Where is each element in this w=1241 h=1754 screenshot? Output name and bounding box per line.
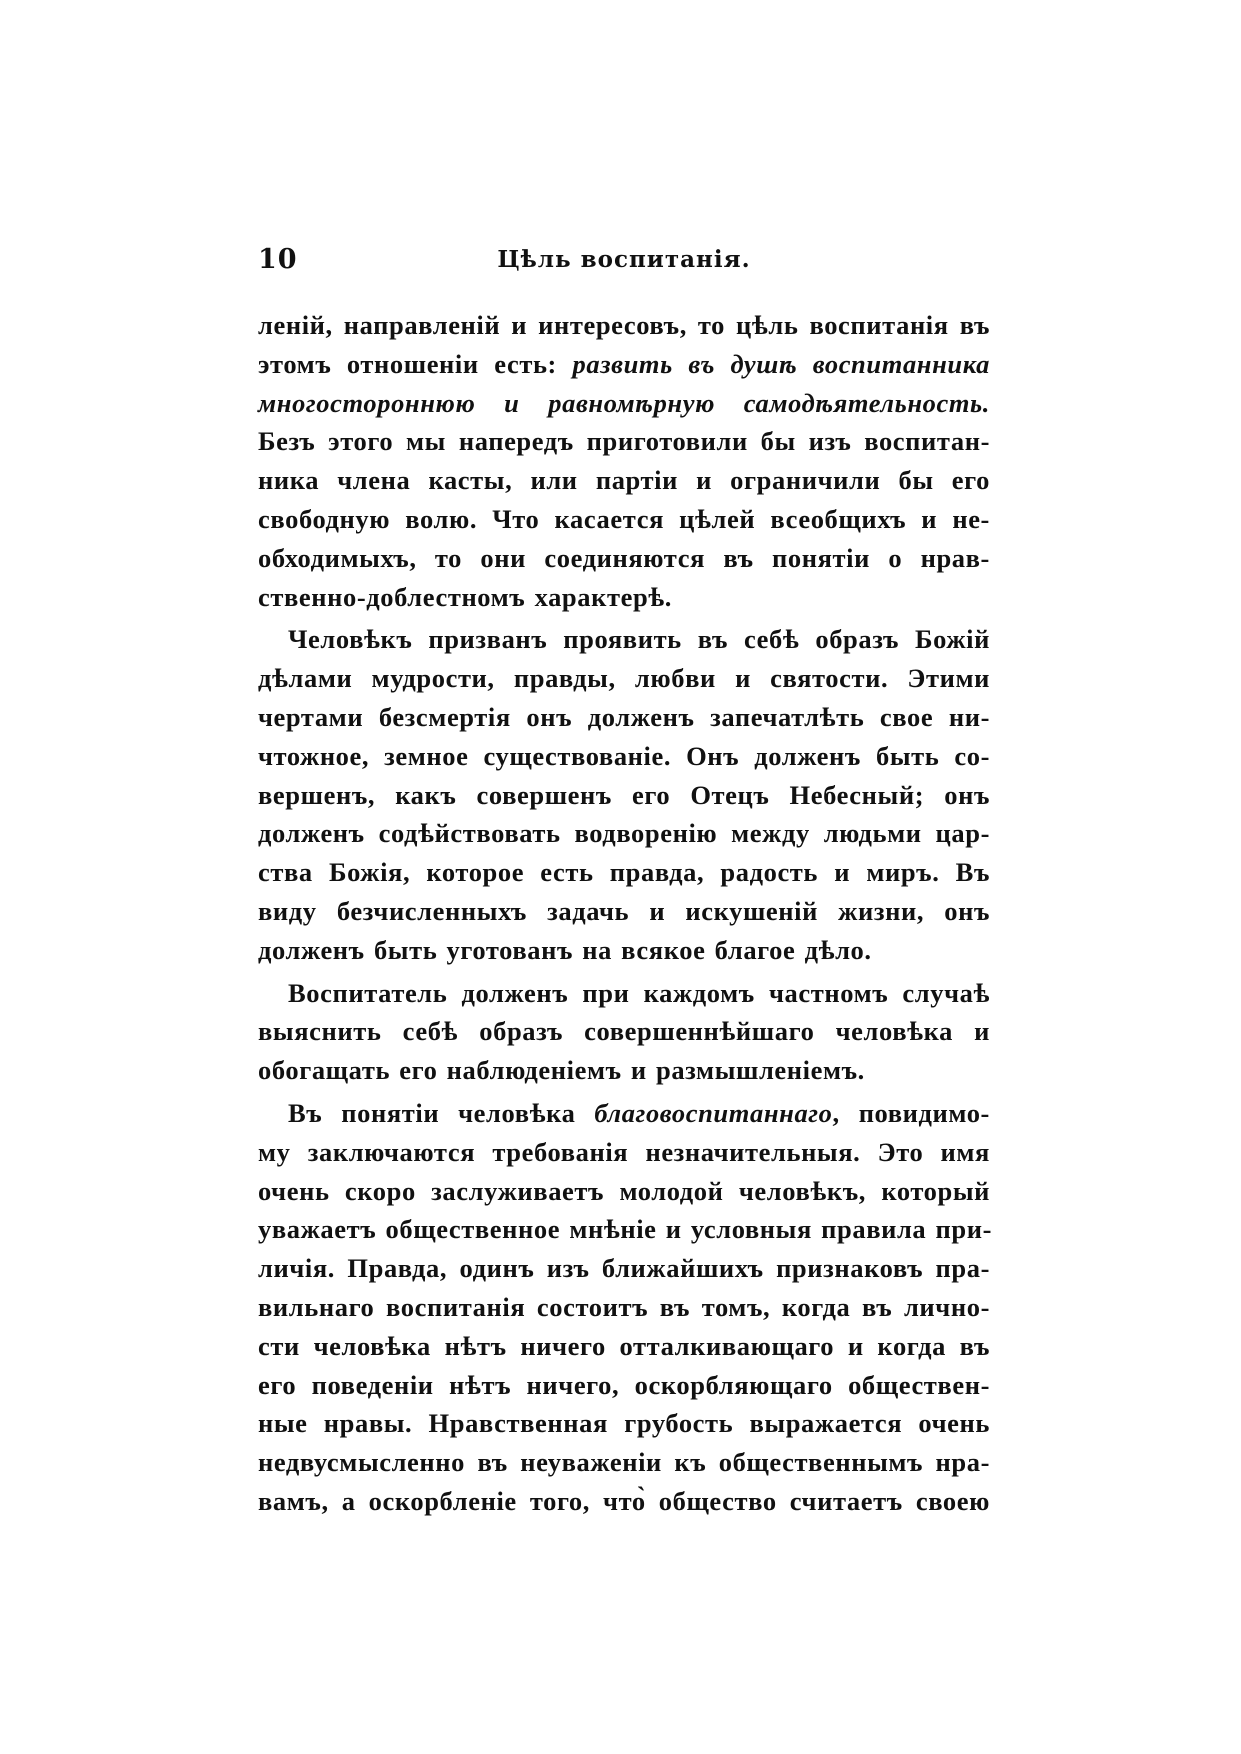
text-line	[258, 1051, 990, 1090]
text-run: дѣлами мудрости, правды, любви и святости. Этими	[258, 663, 990, 694]
text-line	[258, 1172, 990, 1211]
text-line	[258, 306, 990, 345]
text-line	[258, 384, 990, 423]
text-run: виду безчисленныхъ задачь и искушенiй жизни, онъ	[258, 895, 990, 926]
text-run: , повидимо-	[832, 1097, 990, 1128]
page-number: 10	[258, 244, 298, 275]
text-line	[258, 853, 990, 892]
text-run: вильнаго воспитанiя состоитъ въ томъ, когда въ лично-	[258, 1291, 990, 1322]
text-line	[258, 659, 990, 698]
paragraph	[258, 620, 990, 969]
text-line	[258, 620, 990, 659]
text-run: обходимыхъ, то они соединяются въ понятiи о нрав-	[258, 542, 990, 573]
paragraph	[258, 306, 990, 616]
text-run: Въ понятiи человѣка	[288, 1097, 595, 1128]
paragraph	[258, 974, 990, 1090]
text-run: вамъ, а оскорбленiе того, что̀ общество считаетъ своею	[258, 1485, 990, 1516]
text-run: ственно-доблестномъ характерѣ.	[258, 581, 673, 612]
text-run: чертами безсмертiя онъ долженъ запечатлѣть свое ни-	[258, 701, 990, 732]
text-run: сти человѣка нѣтъ ничего отталкивающаго и когда въ	[258, 1330, 990, 1361]
italic-text-run: благовоспитаннаго	[594, 1097, 833, 1128]
italic-text-run: развить въ душѣ воспитанника	[572, 348, 990, 379]
text-run: свободную волю. Что касается цѣлей всеобщихъ и не-	[258, 503, 990, 534]
text-line	[258, 1012, 990, 1051]
text-line	[258, 1482, 990, 1521]
text-line	[258, 1210, 993, 1249]
text-run: ные нравы. Нравственная грубость выражается очень	[258, 1408, 990, 1439]
text-line	[258, 931, 990, 970]
text-line	[258, 345, 990, 384]
text-line	[258, 892, 990, 931]
text-run: личiя. Правда, одинъ изъ ближайшихъ признаковъ пра-	[258, 1253, 990, 1284]
text-line	[258, 1443, 990, 1482]
running-title: Цѣль воспитанія.	[497, 246, 751, 273]
text-line	[258, 698, 990, 737]
text-run: му заключаются требованiя незначительныя. Это имя	[258, 1136, 990, 1167]
text-line	[258, 737, 990, 776]
text-run: очень скоро заслуживаетъ молодой человѣкъ, который	[258, 1175, 990, 1206]
text-run: Воспитатель долженъ при каждомъ частномъ случаѣ	[288, 977, 990, 1008]
text-run: ленiй, направленiй и интересовъ, то цѣль воспитанiя въ	[258, 310, 990, 340]
page-header	[258, 244, 990, 284]
text-run: этомъ отношенiи есть:	[258, 348, 573, 379]
text-run: выяснить себѣ образъ совершеннѣйшаго человѣка и	[258, 1016, 990, 1047]
text-line	[258, 776, 990, 815]
text-run: долженъ быть уготованъ на всякое благое дѣло.	[258, 934, 872, 965]
text-line	[258, 974, 990, 1013]
text-run: долженъ содѣйствовать водворенiю между людьми цар-	[258, 818, 990, 849]
text-run: Безъ этого мы напередъ приготовили бы изъ воспитан-	[258, 426, 990, 457]
text-run: ника члена касты, или партiи и ограничили бы его	[258, 465, 990, 496]
text-line	[258, 500, 990, 539]
text-run: обогащать его наблюденiемъ и размышленiемъ.	[258, 1055, 865, 1086]
text-line	[258, 1404, 990, 1443]
text-line	[258, 422, 990, 461]
paragraph	[258, 1094, 993, 1521]
italic-text-run: многостороннюю и равномѣрную самодѣятельность.	[258, 387, 990, 418]
text-line	[258, 578, 990, 617]
text-line	[258, 1133, 990, 1172]
text-run: уважаетъ общественное мнѣнiе и условныя правила при-	[258, 1214, 993, 1245]
text-run: вершенъ, какъ совершенъ его Отецъ Небесный; онъ	[258, 779, 990, 810]
text-line	[258, 814, 990, 853]
text-line	[258, 539, 990, 578]
text-line	[258, 1094, 990, 1133]
text-line	[258, 1327, 990, 1366]
text-run: ства Божiя, которое есть правда, радость и миръ. Въ	[258, 857, 990, 888]
body-text	[258, 306, 993, 1521]
text-line	[258, 1249, 990, 1288]
text-run: чтожное, земное существованiе. Онъ долженъ быть со-	[258, 740, 990, 771]
text-run: Человѣкъ призванъ проявить въ себѣ образъ Божiй	[288, 624, 990, 655]
text-line	[258, 461, 990, 500]
text-run: его поведенiи нѣтъ ничего, оскорбляющаго обществен-	[258, 1369, 990, 1400]
text-line	[258, 1288, 990, 1327]
text-run: недвусмысленно въ неуваженiи къ общественнымъ нра-	[258, 1447, 990, 1478]
text-line	[258, 1366, 990, 1405]
